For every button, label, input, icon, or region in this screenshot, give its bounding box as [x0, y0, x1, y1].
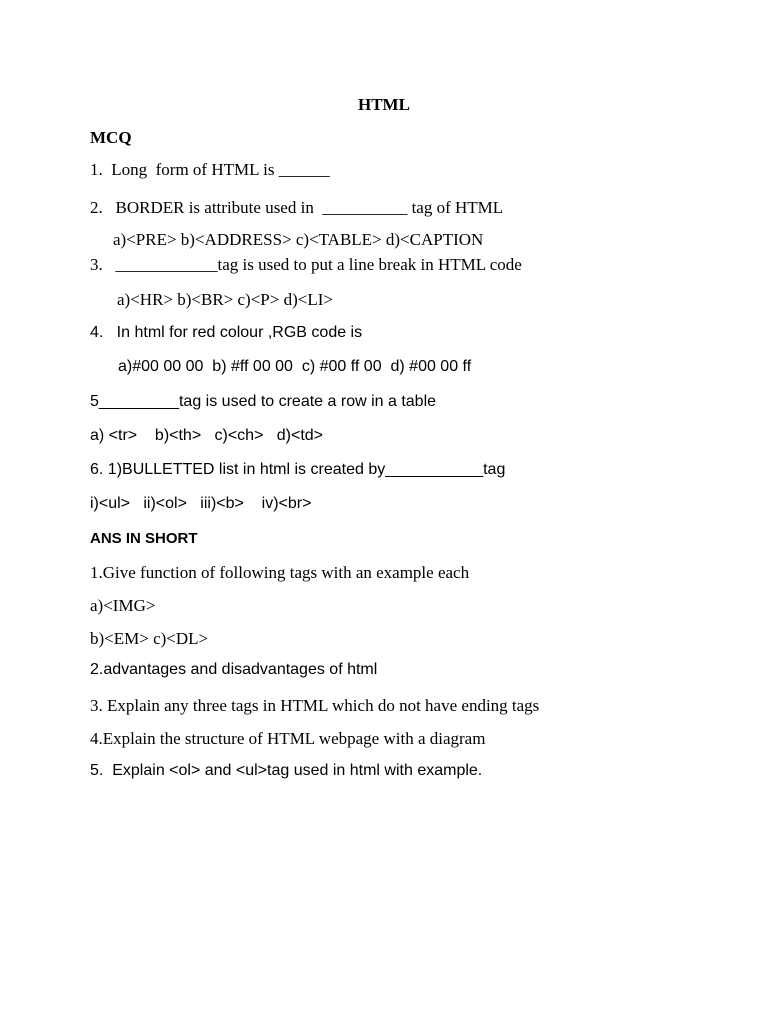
short-question-5: 5. Explain <ol> and <ul>tag used in html with example. [90, 762, 483, 779]
mcq-question-5-options: a) <tr> b)<th> c)<ch> d)<td> [90, 427, 324, 444]
mcq-question-3-options: a)<HR> b)<BR> c)<P> d)<LI> [117, 290, 333, 309]
page-title: HTML [358, 95, 410, 114]
short-question-1: 1.Give function of following tags with an example each [90, 563, 470, 582]
short-question-1-part-a: a)<IMG> [90, 596, 156, 615]
short-question-4: 4.Explain the structure of HTML webpage with a diagram [90, 729, 486, 748]
mcq-heading: MCQ [90, 128, 132, 147]
mcq-question-2-options: a)<PRE> b)<ADDRESS> c)<TABLE> d)<CAPTION [113, 230, 484, 249]
mcq-question-2: 2. BORDER is attribute used in __________ tag of HTML [90, 198, 504, 217]
short-question-2: 2.advantages and disadvantages of html [90, 661, 378, 678]
short-question-1-part-b: b)<EM> c)<DL> [90, 629, 209, 648]
mcq-question-1: 1. Long form of HTML is ______ [90, 160, 330, 179]
mcq-question-3: 3. ____________tag is used to put a line break in HTML code [90, 255, 522, 274]
short-question-3: 3. Explain any three tags in HTML which do not have ending tags [90, 696, 540, 715]
short-answer-heading: ANS IN SHORT [90, 530, 198, 547]
mcq-question-6-options: i)<ul> ii)<ol> iii)<b> iv)<br> [90, 495, 312, 512]
mcq-question-4-options: a)#00 00 00 b) #ff 00 00 c) #00 ff 00 d) #00 00 ff [118, 358, 472, 375]
mcq-question-6: 6. 1)BULLETTED list in html is created by___________tag [90, 461, 506, 478]
mcq-question-5: 5_________tag is used to create a row in a table [90, 393, 437, 410]
mcq-question-4: 4. In html for red colour ,RGB code is [90, 324, 363, 341]
